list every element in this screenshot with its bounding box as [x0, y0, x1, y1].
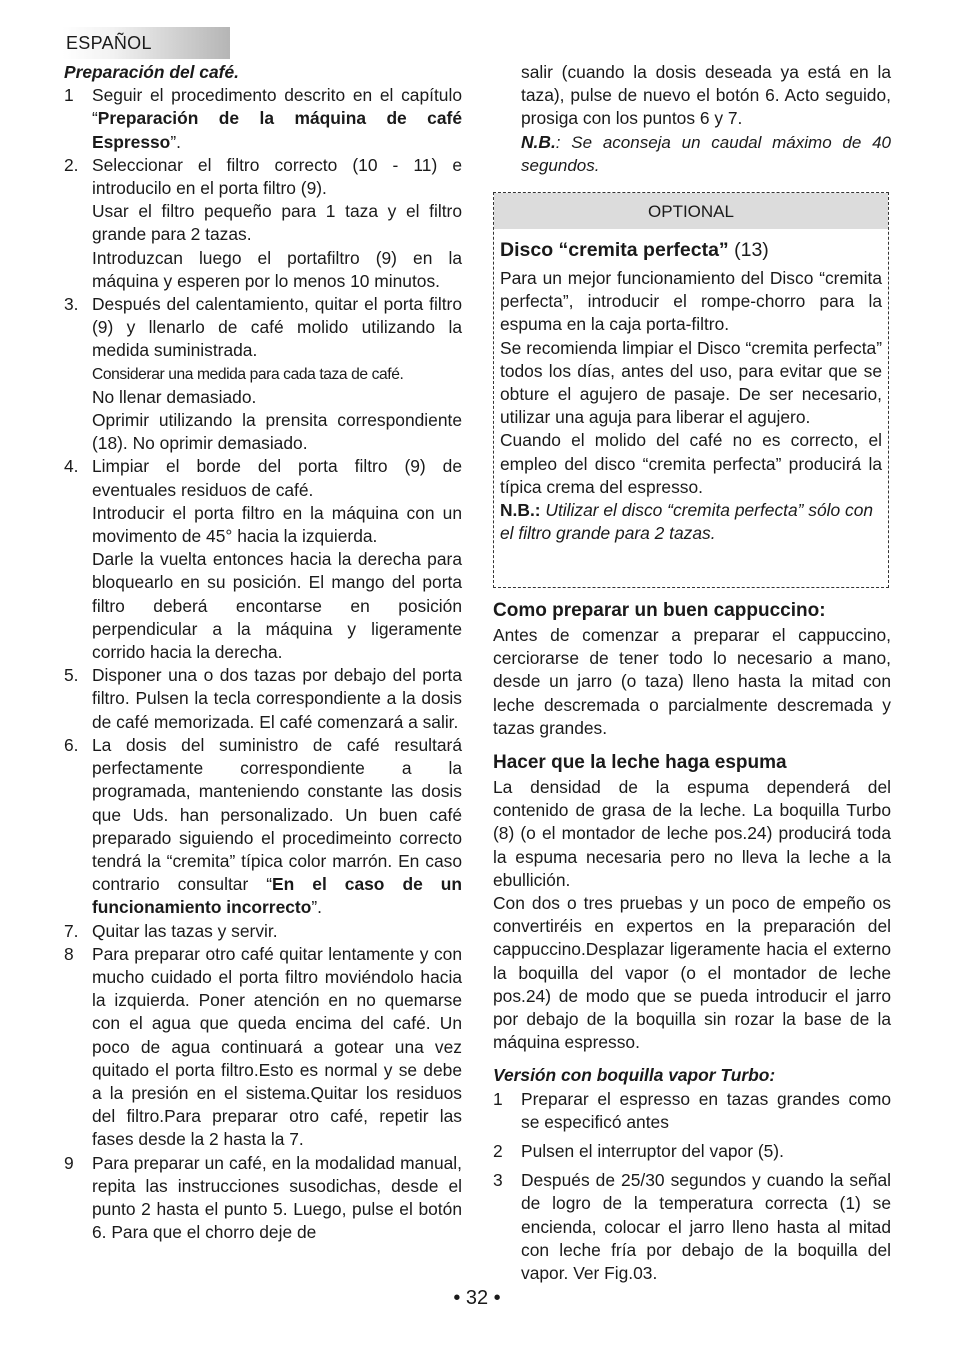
step-text: Seleccionar el filtro correcto (10 - 11) e introducilo en el porta filtro (9).: [92, 154, 462, 199]
step-text: Para preparar un café, en la modalidad manual, repita las instrucciones susodichas, desde el punto 2 hasta el punto 5. Luego, pulse el botón 6. Para que el chorro deje de: [92, 1152, 462, 1243]
section-title: Preparación del café.: [64, 62, 239, 82]
optional-paragraph: Cuando el molido del café no es correcto, el empleo del disco “cremita perfecta” producirá la típica crema del espresso.: [500, 430, 882, 497]
step-paragraph: Usar el filtro pequeño para 1 taza y el filtro grande para 2 tazas.: [92, 201, 462, 245]
step-number: 7.: [64, 920, 79, 941]
step-number: 8: [64, 943, 74, 964]
optional-paragraph: Se recomienda limpiar el Disco “cremita perfecta” todos los días, antes del uso, para evitar que se obture el agujero de pasaje. De ser necesario, utilizar una aguja para liberar el agujero.: [500, 337, 882, 428]
optional-note: N.B.: Utilizar el disco “cremita perfecta” sólo con el filtro grande para 2 tazas.: [500, 500, 874, 544]
note-label: N.B.: [521, 131, 556, 152]
step-text: Para preparar otro café quitar lentamente y con mucho cuidado el porta filtro moviéndolo hacia la izquierda. Poner atención en no quemarse con el agua que queda encima del café. Un poco de agua continuará a gotear una vez quitado el porta filtro.Esto es normal y se debe a la presión en el sistema.Quitar los residuos del filtro.Para preparar otro café, repetir las fases desde la 2 hasta la 7.: [92, 943, 462, 1150]
foam-paragraph: Con dos o tres pruebas y un poco de empeño os convertiréis en expertos en la preparación del cappuccino.Desplazar ligeramente hacia el externo la boquilla del vapor (o el montador de leche pos.24) de modo que se pueda introducir el jarro por debajo de la boquilla sin rozar la base de la máquina espresso.: [493, 893, 891, 1053]
step-number: 1: [493, 1088, 503, 1109]
step-2: [64, 154, 462, 200]
step-number: 2.: [64, 154, 79, 175]
step-9: [64, 1152, 462, 1245]
turbo-heading: Versión con boquilla vapor Turbo:: [493, 1065, 776, 1086]
step-paragraph: Introducir el porta filtro en la máquina con un movimento de 45° hacia la izquierda.: [92, 502, 462, 547]
step-7: [64, 920, 462, 943]
step-text: La dosis del suministro de café resultará perfectamente correspondiente a la programada, manteniendo constante las dosis que Uds. han personalizado. Un buen café preparado siguiendo el procedimeinto correcto tendrá la “cremita” típica color marrón. En caso contrario consultar “En el caso de un funcionamiento incorrecto”.: [92, 734, 462, 918]
step-number: 6.: [64, 734, 79, 755]
step-text: Quitar las tazas y servir.: [92, 920, 278, 941]
right-column: [493, 61, 891, 177]
step-paragraph: Introduzcan luego el portafiltro (9) en la máquina y esperen por lo menos 10 minutos.: [92, 247, 462, 291]
step-text: Limpiar el borde del porta filtro (9) de eventuales residuos de café.: [92, 456, 462, 500]
step-number: 3.: [64, 294, 79, 315]
right-column-lower: [493, 598, 891, 1285]
step-text: Después del calentamiento, quitar el porta filtro (9) y llenarlo de café molido utilizando la medida suministrada.: [92, 294, 462, 361]
foam-paragraph: La densidad de la espuma dependerá del contenido de grasa de la leche. La boquilla Turbo (8) (o el montador de leche pos.24) producirá toda la espuma necesaria pero no lleva la leche a la ebullición.: [493, 777, 891, 890]
step-1: [64, 84, 462, 154]
turbo-step: [493, 1140, 891, 1163]
step-number: 5.: [64, 665, 79, 686]
note: N.B.: Se aconseja un caudal máximo de 40 segundos.: [521, 131, 891, 175]
step-text: Disponer una o dos tazas por debajo del porta filtro. Pulsen la tecla correspondiente a la dosis de café memorizada. El café comenzará a salir.: [92, 665, 462, 732]
step-8: [64, 943, 462, 1152]
step-number: 9: [64, 1152, 74, 1173]
optional-content: [500, 237, 882, 545]
step-number: 1: [64, 85, 74, 106]
left-column: [64, 61, 462, 1244]
step-text: Después de 25/30 segundos y cuando la señal de logro de la temperatura correcta (1) se encienda, colocar el jarro lleno hasta al mitad con leche fría por debajo de la boquilla del vapor. Ver Fig.03.: [521, 1170, 891, 1284]
cappuccino-heading: Como preparar un buen cappuccino:: [493, 600, 826, 621]
note-label: N.B.:: [500, 500, 541, 521]
optional-header: OPTIONAL: [494, 193, 888, 229]
reference-link: Preparación de la máquina de café Espresso: [92, 108, 462, 152]
turbo-step: [493, 1088, 891, 1134]
step-paragraph: Oprimir utilizando la prensita correspondiente (18). No oprimir demasiado.: [92, 410, 462, 454]
step-paragraph: No llenar demasiado.: [92, 386, 257, 407]
step-text: Pulsen el interruptor del vapor (5).: [521, 1141, 784, 1162]
optional-paragraph: Para un mejor funcionamiento del Disco “cremita perfecta”, introducir el rompe-chorro para la espuma en la caja porta-filtro.: [500, 268, 882, 335]
page-number: • 32 •: [453, 1287, 501, 1309]
step-number: 2: [493, 1141, 503, 1162]
step-9-continuation: salir (cuando la dosis deseada ya está en la taza), pulse de nuevo el botón 6. Acto seguido, prosiga con los puntos 6 y 7.: [521, 62, 891, 129]
foam-heading: Hacer que la leche haga espuma: [493, 752, 787, 774]
optional-box: [493, 192, 889, 588]
reference-link: En el caso de un funcionamiento incorrecto: [92, 874, 462, 918]
optional-title: Disco “cremita perfecta” (13): [500, 239, 769, 261]
step-paragraph: Darle la vuelta entonces hacia la derecha para bloquearlo en su posición. El mango del porta filtro deberá encontarse en posición perpendicular a la máquina y ligeramente corrido hacia la derecha.: [92, 549, 462, 663]
step-5: [64, 664, 462, 734]
language-tab: ESPAÑOL: [62, 27, 230, 59]
turbo-step: [493, 1169, 891, 1285]
step-4: [64, 455, 462, 501]
step-number: 3: [493, 1170, 503, 1191]
step-text: Seguir el procedimento descrito en el capítulo “Preparación de la máquina de café Espresso”.: [92, 85, 462, 152]
step-paragraph: Considerar una medida para cada taza de café.: [92, 365, 404, 383]
step-6: [64, 734, 462, 920]
step-number: 4.: [64, 456, 79, 477]
cappuccino-text: Antes de comenzar a preparar el cappuccino, cerciorarse de tener todo lo necesario a mano, desde un jarro (o taza) lleno hasta la mitad con leche descremada o parcialmente descremada y tazas grandes.: [493, 625, 891, 738]
step-text: Preparar el espresso en tazas grandes como se especificó antes: [521, 1088, 891, 1132]
step-3: [64, 293, 462, 363]
